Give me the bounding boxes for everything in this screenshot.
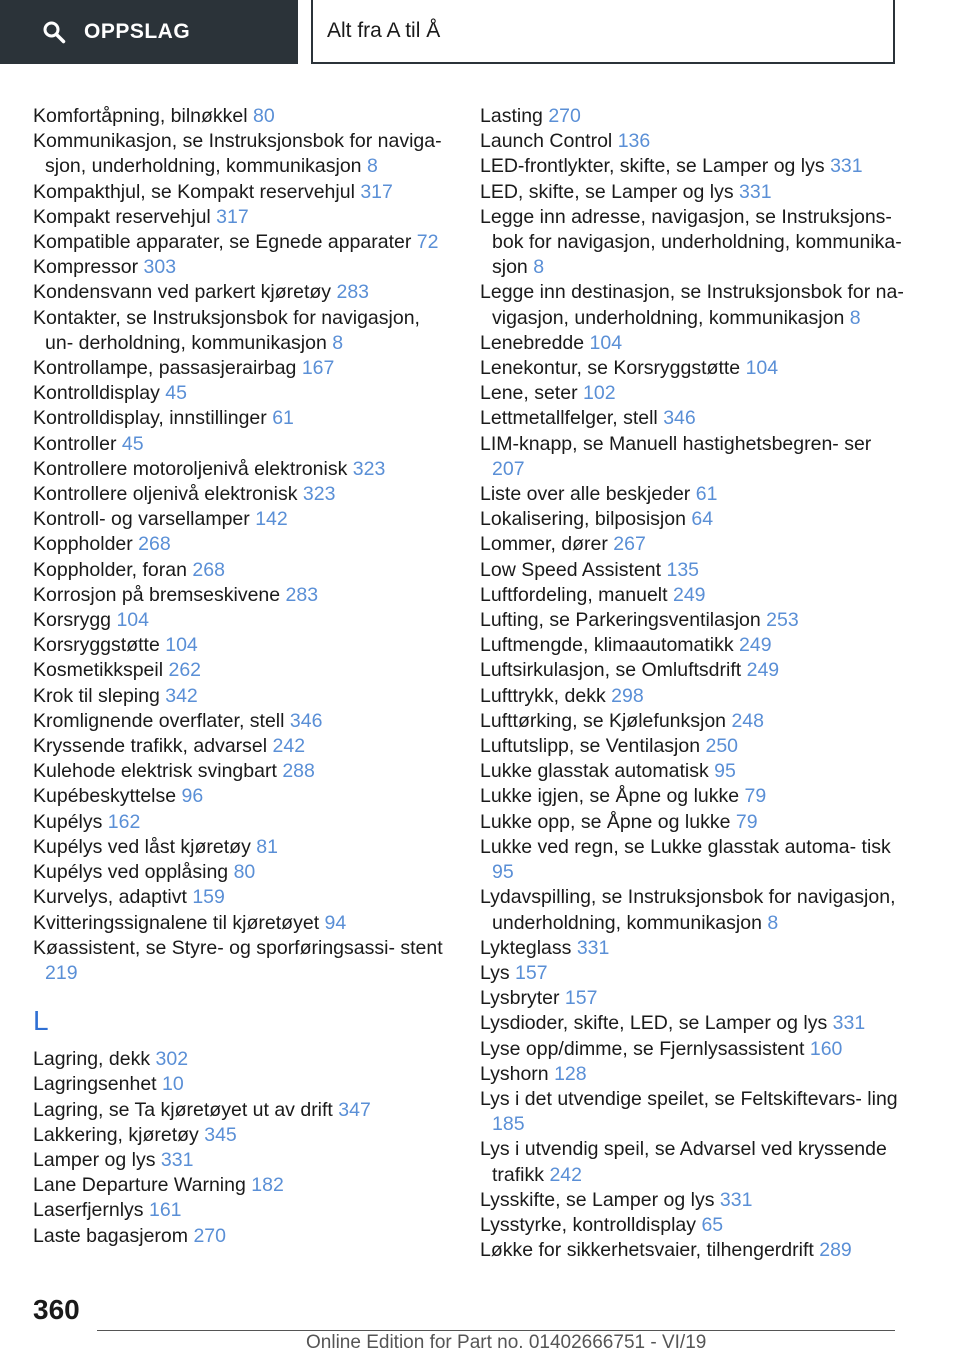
page-reference-link[interactable]: 96 (181, 785, 204, 808)
index-entry-text: Lufttørking, se Kjølefunksjon (480, 709, 727, 732)
index-entry-text: Kulehode elektrisk svingbart (33, 760, 277, 783)
index-entry-text: Lenebredde (480, 331, 585, 354)
index-entry-text: Lettmetallfelger, stell (480, 407, 658, 430)
page-reference-link[interactable]: 249 (746, 659, 780, 682)
index-entry-text: Lysdioder, skifte, LED, se Lamper og lys (480, 1012, 828, 1035)
index-entry-text: Lysskifte, se Lamper og lys (480, 1188, 715, 1211)
index-entry (480, 1062, 905, 1087)
page-reference-link[interactable]: 79 (735, 810, 758, 833)
index-entry-text: Lys (480, 961, 510, 984)
index-entry (480, 1037, 905, 1062)
page-reference-link[interactable]: 268 (138, 533, 171, 556)
page-reference-link[interactable]: 95 (714, 760, 736, 783)
index-entry (33, 306, 448, 356)
page-reference-link[interactable]: 65 (701, 1213, 724, 1236)
page-reference-link[interactable]: 298 (611, 684, 644, 707)
page-reference-link[interactable]: 162 (107, 810, 141, 833)
breadcrumb-label: Alt fra A til Å (327, 19, 441, 42)
index-column-right (480, 104, 905, 1263)
index-entry-text: Lukke opp, se Åpne og lukke (480, 810, 731, 833)
index-entry (480, 356, 905, 381)
index-entry (480, 1087, 905, 1137)
index-entry (33, 759, 448, 784)
index-entry (33, 507, 448, 532)
index-entry-text: Kompatible apparater, se Egnede apparater (33, 231, 412, 254)
index-entry-text: Kosmetikkspeil (33, 659, 164, 682)
index-entry-text: Lysstyrke, kontrolldisplay (480, 1213, 697, 1236)
index-entry (480, 633, 905, 658)
index-entry-text: Lene, seter (480, 382, 578, 405)
index-entry (480, 154, 905, 179)
index-entry (480, 129, 905, 154)
footer-edition (306, 1332, 706, 1354)
index-entry-text: Kontrolldisplay (33, 382, 160, 405)
page-reference-link[interactable]: 331 (576, 936, 610, 959)
index-entry (480, 961, 905, 986)
index-entry-text: Komfortåpning, bilnøkkel (33, 105, 248, 127)
index-entry (480, 709, 905, 734)
page-reference-link[interactable]: 342 (165, 684, 198, 707)
page-reference-link[interactable]: 268 (192, 558, 225, 581)
index-entry-text: Korrosjon på bremseskivene (33, 583, 281, 606)
page-reference-link[interactable]: 250 (705, 735, 739, 758)
page-reference-link[interactable]: 346 (663, 407, 696, 430)
page-reference-link[interactable]: 8 (366, 155, 378, 178)
index-entry (480, 658, 905, 683)
index-entry (480, 608, 905, 633)
index-entry (33, 709, 448, 734)
index-entry-text: Liste over alle beskjeder (480, 483, 691, 506)
index-entry (33, 911, 448, 936)
index-entry (33, 457, 448, 482)
index-entry-text: Lane Departure Warning (33, 1174, 246, 1197)
index-entry-text: Løkke for sikkerhetsvaier, tilhengerdrift (480, 1239, 814, 1262)
page-reference-link[interactable]: 331 (719, 1188, 753, 1211)
index-entry (480, 280, 905, 330)
page-reference-link[interactable]: 8 (849, 306, 861, 329)
index-entry-text: Kompakthjul, se Kompakt reservehjul (33, 180, 355, 203)
index-entry (480, 331, 905, 356)
index-entry-text: Luftmengde, klimaautomatikk (480, 634, 734, 657)
page-reference-link[interactable]: 207 (492, 457, 525, 480)
page-reference-link[interactable]: 347 (338, 1098, 371, 1121)
index-entry (33, 784, 448, 809)
page-reference-link[interactable]: 283 (336, 281, 370, 304)
index-entry-text: Luftsirkulasjon, se Omluftsdrift (480, 659, 742, 682)
tab-label: OPPSLAG (84, 20, 191, 43)
page-reference-link[interactable]: 323 (352, 457, 386, 480)
index-entry (480, 180, 905, 205)
index-entry-text: Koppholder (33, 533, 133, 556)
index-entry-text: Lykteglass (480, 936, 572, 959)
index-entry-text: Kupélys ved låst kjøretøy (33, 835, 251, 858)
page-reference-link[interactable]: 303 (143, 256, 177, 279)
page-reference-link[interactable]: 323 (302, 483, 336, 506)
page-reference-link[interactable]: 331 (160, 1148, 194, 1171)
index-entry (480, 734, 905, 759)
index-entry-text: Lokalisering, bilposisjon (480, 508, 686, 531)
index-entry (33, 734, 448, 759)
page-reference-link[interactable]: 61 (272, 407, 294, 430)
page-reference-link[interactable]: 104 (745, 357, 779, 380)
index-entry (33, 658, 448, 683)
footer-divider (97, 1330, 895, 1331)
index-entry (33, 583, 448, 608)
page-reference-link[interactable]: 157 (515, 961, 548, 984)
page-reference-link[interactable]: 102 (583, 382, 616, 405)
index-entry (33, 230, 448, 255)
index-entry (480, 381, 905, 406)
index-entry (33, 608, 448, 633)
page-reference-link[interactable]: 249 (739, 634, 772, 657)
index-entry (33, 180, 448, 205)
page-reference-link[interactable]: 79 (744, 785, 767, 808)
index-entry (480, 507, 905, 532)
index-entry-text: Kupélys (33, 810, 103, 833)
index-entry-text: Lagring, dekk (33, 1048, 151, 1071)
page-reference-link[interactable]: 80 (233, 861, 256, 884)
page-reference-link[interactable]: 160 (809, 1037, 843, 1060)
index-entry-text: Køassistent, se Styre- og sporføringsassi- stent (33, 936, 443, 959)
index-entry-text: Kompakt reservehjul (33, 205, 211, 228)
index-entry (33, 1098, 448, 1123)
page-reference-link[interactable]: 242 (549, 1163, 582, 1186)
index-entry (480, 406, 905, 431)
index-entry-text: Kommunikasjon, se Instruksjonsbok for naviga- sjon, underholdning, kommunikasjon (33, 130, 442, 178)
page-reference-link[interactable]: 289 (819, 1239, 852, 1262)
index-entry-text: Lys i det utvendige speilet, se Feltskiftevars- ling (480, 1087, 898, 1110)
page-reference-link[interactable]: 8 (533, 256, 545, 279)
page-reference-link[interactable]: 95 (492, 861, 514, 884)
index-entry (33, 1198, 448, 1223)
index-entry (33, 406, 448, 431)
index-entry-text: Lys i utvendig speil, se Advarsel ved kryssende trafikk (480, 1138, 887, 1186)
page-reference-link[interactable]: 283 (285, 583, 319, 606)
index-entry (33, 205, 448, 230)
page-reference-link[interactable]: 270 (548, 105, 581, 127)
index-entry-text: Lagring, se Ta kjøretøyet ut av drift (33, 1098, 333, 1121)
page-reference-link[interactable]: 253 (766, 609, 799, 632)
page-reference-link[interactable]: 8 (332, 331, 344, 354)
index-entry (480, 684, 905, 709)
index-entry (33, 1224, 448, 1249)
index-entry-text: Kontrollere oljenivå elektronisk (33, 483, 298, 506)
index-entry-text: Kontrolldisplay, innstillinger (33, 407, 267, 430)
page-reference-link[interactable]: 262 (168, 659, 202, 682)
index-entry (480, 759, 905, 784)
page-reference-link[interactable]: 94 (324, 911, 347, 934)
page-reference-link[interactable]: 80 (253, 105, 275, 127)
index-entry (480, 885, 905, 935)
page-reference-link[interactable]: 104 (116, 609, 149, 632)
index-entry-text: Luftutslipp, se Ventilasjon (480, 735, 701, 758)
page-reference-link[interactable]: 302 (155, 1048, 189, 1071)
page-reference-link[interactable]: 317 (360, 180, 393, 203)
index-entry (480, 835, 905, 885)
page-reference-link[interactable]: 219 (45, 961, 78, 984)
page-reference-link[interactable]: 142 (255, 508, 288, 531)
index-entry-text: Lydavspilling, se Instruksjonsbok for navigasjon, underholdning, kommunikasjon (480, 886, 896, 934)
page-reference-link[interactable]: 45 (165, 382, 187, 405)
page-reference-link[interactable]: 185 (492, 1113, 525, 1136)
page-reference-link[interactable]: 8 (767, 911, 779, 934)
index-entry-text: Korsryggstøtte (33, 634, 160, 657)
page-number: 360 (33, 1294, 80, 1325)
page-reference-link[interactable]: 317 (216, 205, 249, 228)
index-entry-text: Kontroll- og varsellamper (33, 508, 250, 531)
index-entry (33, 633, 448, 658)
index-entry-text: Lommer, dører (480, 533, 608, 556)
index-entry (480, 1011, 905, 1036)
index-entry-text: Lysbryter (480, 987, 560, 1010)
index-entry-text: Lasting (480, 105, 543, 127)
index-entry (480, 104, 905, 129)
index-entry (33, 885, 448, 910)
index-entry-text: Legge inn adresse, navigasjon, se Instruksjons- bok for navigasjon, underholdning, kommunika- sjon (480, 205, 902, 279)
index-entry-text: Kvitteringssignalene til kjøretøyet (33, 911, 320, 934)
index-entry-text: Kromlignende overflater, stell (33, 709, 285, 732)
index-entry (480, 1137, 905, 1187)
page-reference-link[interactable]: 346 (289, 709, 323, 732)
index-entry (33, 558, 448, 583)
index-entry-text: Lyshorn (480, 1062, 549, 1085)
page-reference-link[interactable]: 136 (617, 130, 651, 153)
index-entry (480, 532, 905, 557)
index-entry (480, 205, 905, 281)
page-reference-link[interactable]: 167 (301, 357, 335, 380)
index-entry (480, 432, 905, 482)
index-entry-text: Kontrollampe, passasjerairbag (33, 357, 297, 380)
index-entry (33, 684, 448, 709)
index-entry (33, 432, 448, 457)
index-entry-text: Low Speed Assistent (480, 558, 662, 581)
index-entry (33, 835, 448, 860)
index-letter-heading: L (33, 1005, 49, 1037)
page-reference-link[interactable]: 288 (282, 760, 315, 783)
index-entry-text: Kontakter, se Instruksjonsbok for navigasjon, un- derholdning, kommunikasjon (33, 306, 420, 354)
edition-text: Online Edition for Part no. 01402666751 - VI/19 (306, 1332, 707, 1353)
page-reference-link[interactable]: 64 (691, 508, 714, 531)
index-entry (480, 810, 905, 835)
index-entry (33, 1047, 448, 1072)
page-reference-link[interactable]: 157 (564, 987, 598, 1010)
index-entry (480, 1213, 905, 1238)
index-entry (33, 381, 448, 406)
page-reference-link[interactable]: 104 (165, 634, 198, 657)
index-entry-text: Lukke igjen, se Åpne og lukke (480, 785, 740, 808)
index-entry (33, 129, 448, 179)
page-reference-link[interactable]: 45 (121, 432, 144, 455)
index-entry (33, 860, 448, 885)
index-entry-text: Kupélys ved opplåsing (33, 861, 229, 884)
index-entry-text: LIM-knapp, se Manuell hastighetsbegren- ser (480, 432, 872, 455)
index-entry-text: Lenekontur, se Korsryggstøtte (480, 357, 741, 380)
index-entry-text: Legge inn destinasjon, se Instruksjonsbok for na- vigasjon, underholdning, kommunikasjon (480, 281, 904, 329)
page-reference-link[interactable]: 331 (830, 155, 863, 178)
index-entry-text: Lufttrykk, dekk (480, 684, 606, 707)
index-entry-text: Lukke ved regn, se Lukke glasstak automa- tisk (480, 835, 891, 858)
index-entry-text: Kontrollere motoroljenivå elektronisk (33, 457, 348, 480)
index-entry-text: Lakkering, kjøretøy (33, 1123, 199, 1146)
index-entry (33, 1173, 448, 1198)
breadcrumb (311, 0, 895, 64)
page-reference-link[interactable]: 331 (739, 180, 772, 203)
index-entry-text: Laste bagasjerom (33, 1224, 189, 1247)
index-entry (480, 1188, 905, 1213)
index-entry (33, 255, 448, 280)
index-entry-text: Kryssende trafikk, advarsel (33, 735, 268, 758)
page-reference-link[interactable]: 249 (672, 583, 706, 606)
index-entry-text: LED, skifte, se Lamper og lys (480, 180, 734, 203)
index-entry-text: Lufting, se Parkeringsventilasjon (480, 609, 761, 632)
page-reference-link[interactable]: 242 (272, 735, 306, 758)
index-entry (33, 280, 448, 305)
index-entry (480, 482, 905, 507)
index-entry (480, 583, 905, 608)
index-entry (480, 558, 905, 583)
index-entry-text: Lagringsenhet (33, 1073, 157, 1096)
index-entry-text: Launch Control (480, 130, 613, 153)
index-entry-text: Koppholder, foran (33, 558, 187, 581)
index-entry-text: Kontroller (33, 432, 117, 455)
index-entry (33, 532, 448, 557)
index-entry-text: Lyse opp/dimme, se Fjernlysassistent (480, 1037, 805, 1060)
index-entry-text: Kompressor (33, 256, 139, 279)
index-entry (33, 482, 448, 507)
index-entry-text: Krok til sleping (33, 684, 160, 707)
index-entry-text: Kondensvann ved parkert kjøretøy (33, 281, 332, 304)
tab-oppslag[interactable] (0, 0, 298, 64)
page-reference-link[interactable]: 161 (148, 1199, 182, 1222)
page-reference-link[interactable]: 248 (731, 709, 764, 732)
index-entry (33, 1148, 448, 1173)
index-entry-text: LED-frontlykter, skifte, se Lamper og lys (480, 155, 825, 178)
page-reference-link[interactable]: 10 (162, 1073, 184, 1096)
page-reference-link[interactable]: 159 (192, 886, 225, 909)
index-entry-text: Kupébeskyttelse (33, 785, 177, 808)
index-entry (480, 986, 905, 1011)
index-entry (33, 1072, 448, 1097)
page-reference-link[interactable]: 72 (416, 231, 439, 254)
page-reference-link[interactable]: 267 (613, 533, 646, 556)
index-entry (480, 936, 905, 961)
index-entry (33, 810, 448, 835)
index-column-left (33, 104, 448, 1249)
search-icon (42, 20, 66, 44)
index-entry (33, 936, 448, 986)
index-entry (33, 356, 448, 381)
index-entry-text: Laserfjernlys (33, 1199, 144, 1222)
index-entry (33, 104, 448, 129)
page-reference-link[interactable]: 104 (589, 331, 623, 354)
index-entry-text: Korsrygg (33, 609, 112, 632)
page-reference-link[interactable]: 61 (695, 483, 718, 506)
index-entry-text: Kurvelys, adaptivt (33, 886, 187, 909)
page-reference-link[interactable]: 128 (554, 1062, 587, 1085)
index-entry (480, 1238, 905, 1263)
page-reference-link[interactable]: 135 (666, 558, 700, 581)
page-reference-link[interactable]: 345 (204, 1123, 237, 1146)
index-entry-text: Lamper og lys (33, 1148, 156, 1171)
page-reference-link[interactable]: 81 (256, 835, 278, 858)
page-reference-link[interactable]: 270 (193, 1224, 226, 1247)
page-reference-link[interactable]: 182 (251, 1174, 284, 1197)
index-entry (33, 1123, 448, 1148)
index-entry-text: Luftfordeling, manuelt (480, 583, 668, 606)
page-reference-link[interactable]: 331 (832, 1012, 866, 1035)
index-entry-text: Lukke glasstak automatisk (480, 760, 709, 783)
index-entry (480, 784, 905, 809)
